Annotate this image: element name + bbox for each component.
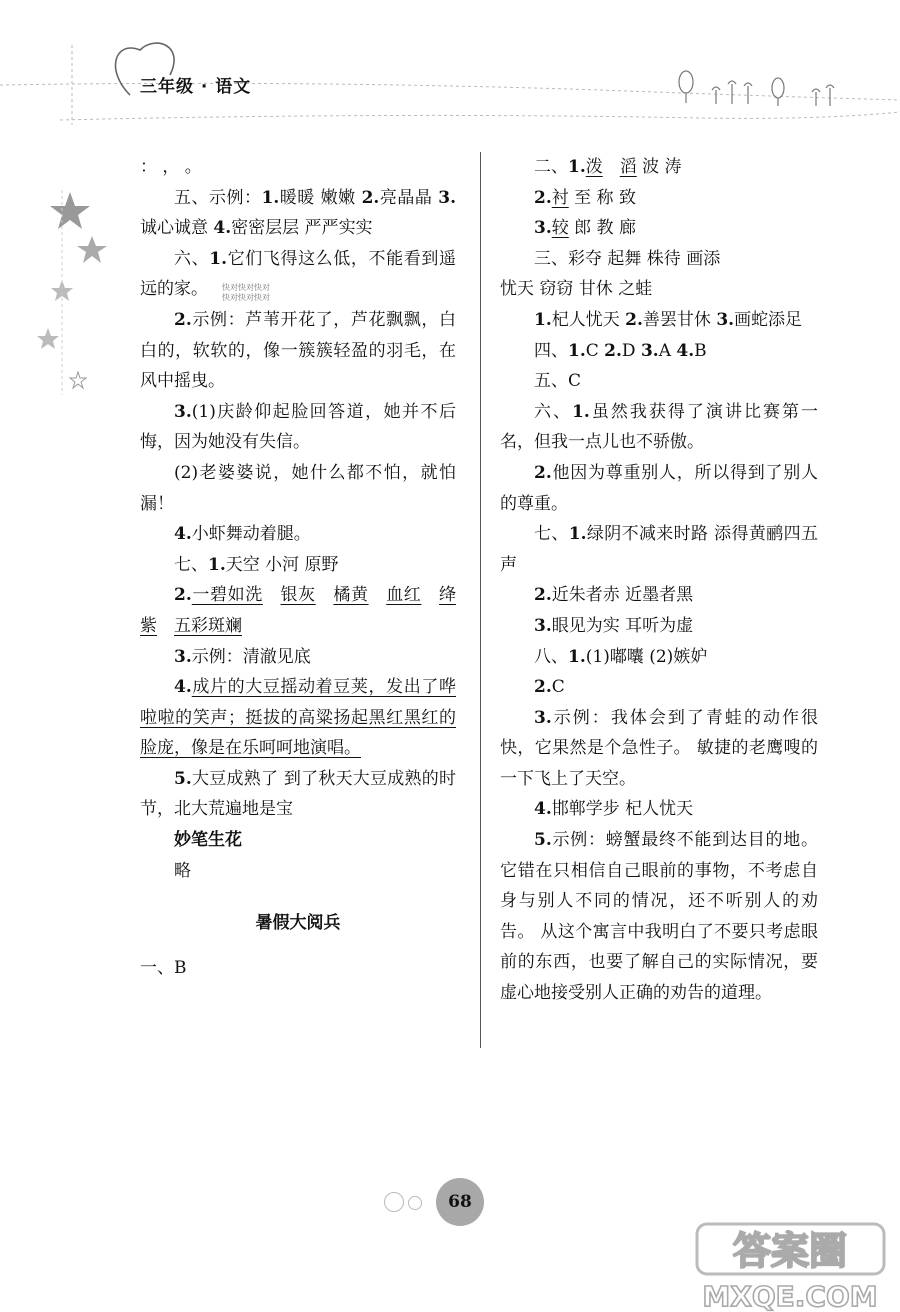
answer-6-1: 六、1.它们飞得这么低，不能看到遥远的家。	[140, 248, 457, 300]
svg-text:答案圈: 答案圈	[732, 1229, 848, 1273]
answer-r8-3: 3.示例：我体会到了青蛙的动作很快，它果然是个急性子。 敏捷的老鹰嗖的一下飞上了天空。	[500, 707, 818, 789]
punctuation-line: ： ， 。	[140, 157, 202, 177]
answer-1: 一、B	[140, 957, 187, 978]
star-icon	[51, 280, 73, 301]
header-decoration	[0, 0, 900, 150]
answer-r4: 四、1.C 2.D 3.A 4.B	[534, 340, 707, 361]
svg-text:MXQE.COM: MXQE.COM	[702, 1280, 878, 1312]
answer-r2-1: 二、1.泼 滔 波 涛	[534, 157, 682, 177]
answer-r5: 五、C	[534, 371, 582, 392]
answer-6-4: 4.小虾舞动着腿。	[174, 524, 311, 545]
answer-r7-1: 七、1.绿阴不减来时路 添得黄鹂四五声	[500, 524, 819, 575]
answer-r6-1: 六、1.虽然我获得了演讲比赛第一名，但我一点儿也不骄傲。	[500, 401, 819, 453]
site-logo	[693, 1220, 888, 1312]
answer-r3-1: 三、彩夺 起舞 株待 画添	[534, 248, 721, 269]
flower-decorations	[679, 71, 834, 106]
miao-heading: 妙笔生花	[174, 830, 242, 851]
answer-r7-3: 3.眼见为实 耳听为虚	[534, 615, 694, 636]
answer-r8-2: 2.C	[534, 677, 565, 698]
answer-r3-2: 忧天 窃窃 甘休 之蛙	[500, 279, 653, 300]
section-title: 暑假大阅兵	[255, 913, 341, 934]
page-number: 68	[436, 1178, 484, 1226]
circle-decoration	[384, 1192, 404, 1212]
star-icon	[37, 328, 59, 349]
answer-r2-3: 3.较 郎 教 廊	[534, 218, 636, 239]
answer-7-4: 4.成片的大豆摇动着豆荚，发出了哗啦啦的笑声；挺拔的高粱扬起黑红黑红的脸庞，像是在乐呵呵地演唱。	[140, 677, 456, 759]
answer-r7-2: 2.近朱者赤 近墨者黑	[534, 585, 694, 606]
right-column	[500, 152, 818, 1009]
answer-5: 五、示例：1.暖暖 嫩嫩 2.亮晶晶 3.诚心诚意 4.密密层层 严严实实	[140, 187, 457, 239]
answer-r8-5: 5.示例：螃蟹最终不能到达目的地。 它错在只相信自己眼前的事物，不考虑自身与别人不同的情况，还不听别人的劝告。 从这个寓言中我明白了不要只考虑眼前的东西，也要了解自己的实际情况，要虚心地接受别人正确的劝告的道理。	[500, 830, 818, 1004]
answer-6-3: 3.(1)庆龄仰起脸回答道，她并不后悔，因为她没有失信。	[140, 401, 456, 453]
answer-r8-1: 八、1.(1)嘟囔 (2)嫉妒	[534, 646, 708, 667]
answer-r6-2: 2.他因为尊重别人，所以得到了别人的尊重。	[500, 462, 818, 514]
star-icon	[70, 372, 86, 388]
answer-7-1: 七、1.天空 小河 原野	[174, 554, 339, 575]
star-icon	[50, 192, 90, 229]
answer-6-3-2: (2)老婆婆说，她什么都不怕，就怕漏！	[140, 462, 456, 514]
answer-7-2: 2.一碧如洗 银灰 橘黄 血红 绛紫 五彩斑斓	[140, 585, 457, 636]
left-column	[140, 152, 456, 983]
answer-r3-3: 1.杞人忧天 2.善罢甘休 3.画蛇添足	[534, 309, 803, 330]
star-icon	[77, 236, 107, 263]
miao-answer: 略	[174, 860, 191, 881]
column-divider	[480, 152, 481, 1048]
answer-6-2: 2.示例：芦苇开花了，芦花飘飘，白白的，软软的，像一簇簇轻盈的羽毛，在风中摇曳。	[140, 309, 456, 392]
answer-r2-2: 2.衬 至 称 致	[534, 187, 636, 208]
watermark-text: 快对快对快对 快对快对快对	[222, 283, 270, 302]
answer-r8-4: 4.邯郸学步 杞人忧天	[534, 799, 694, 820]
header-title: 三年级 · 语文	[140, 77, 252, 97]
answer-7-3: 3.示例：清澈见底	[174, 646, 311, 667]
circle-decoration	[408, 1196, 422, 1210]
star-decorations	[0, 180, 110, 400]
answer-7-5: 5.大豆成熟了 到了秋天大豆成熟的时节，北大荒遍地是宝	[140, 768, 456, 820]
